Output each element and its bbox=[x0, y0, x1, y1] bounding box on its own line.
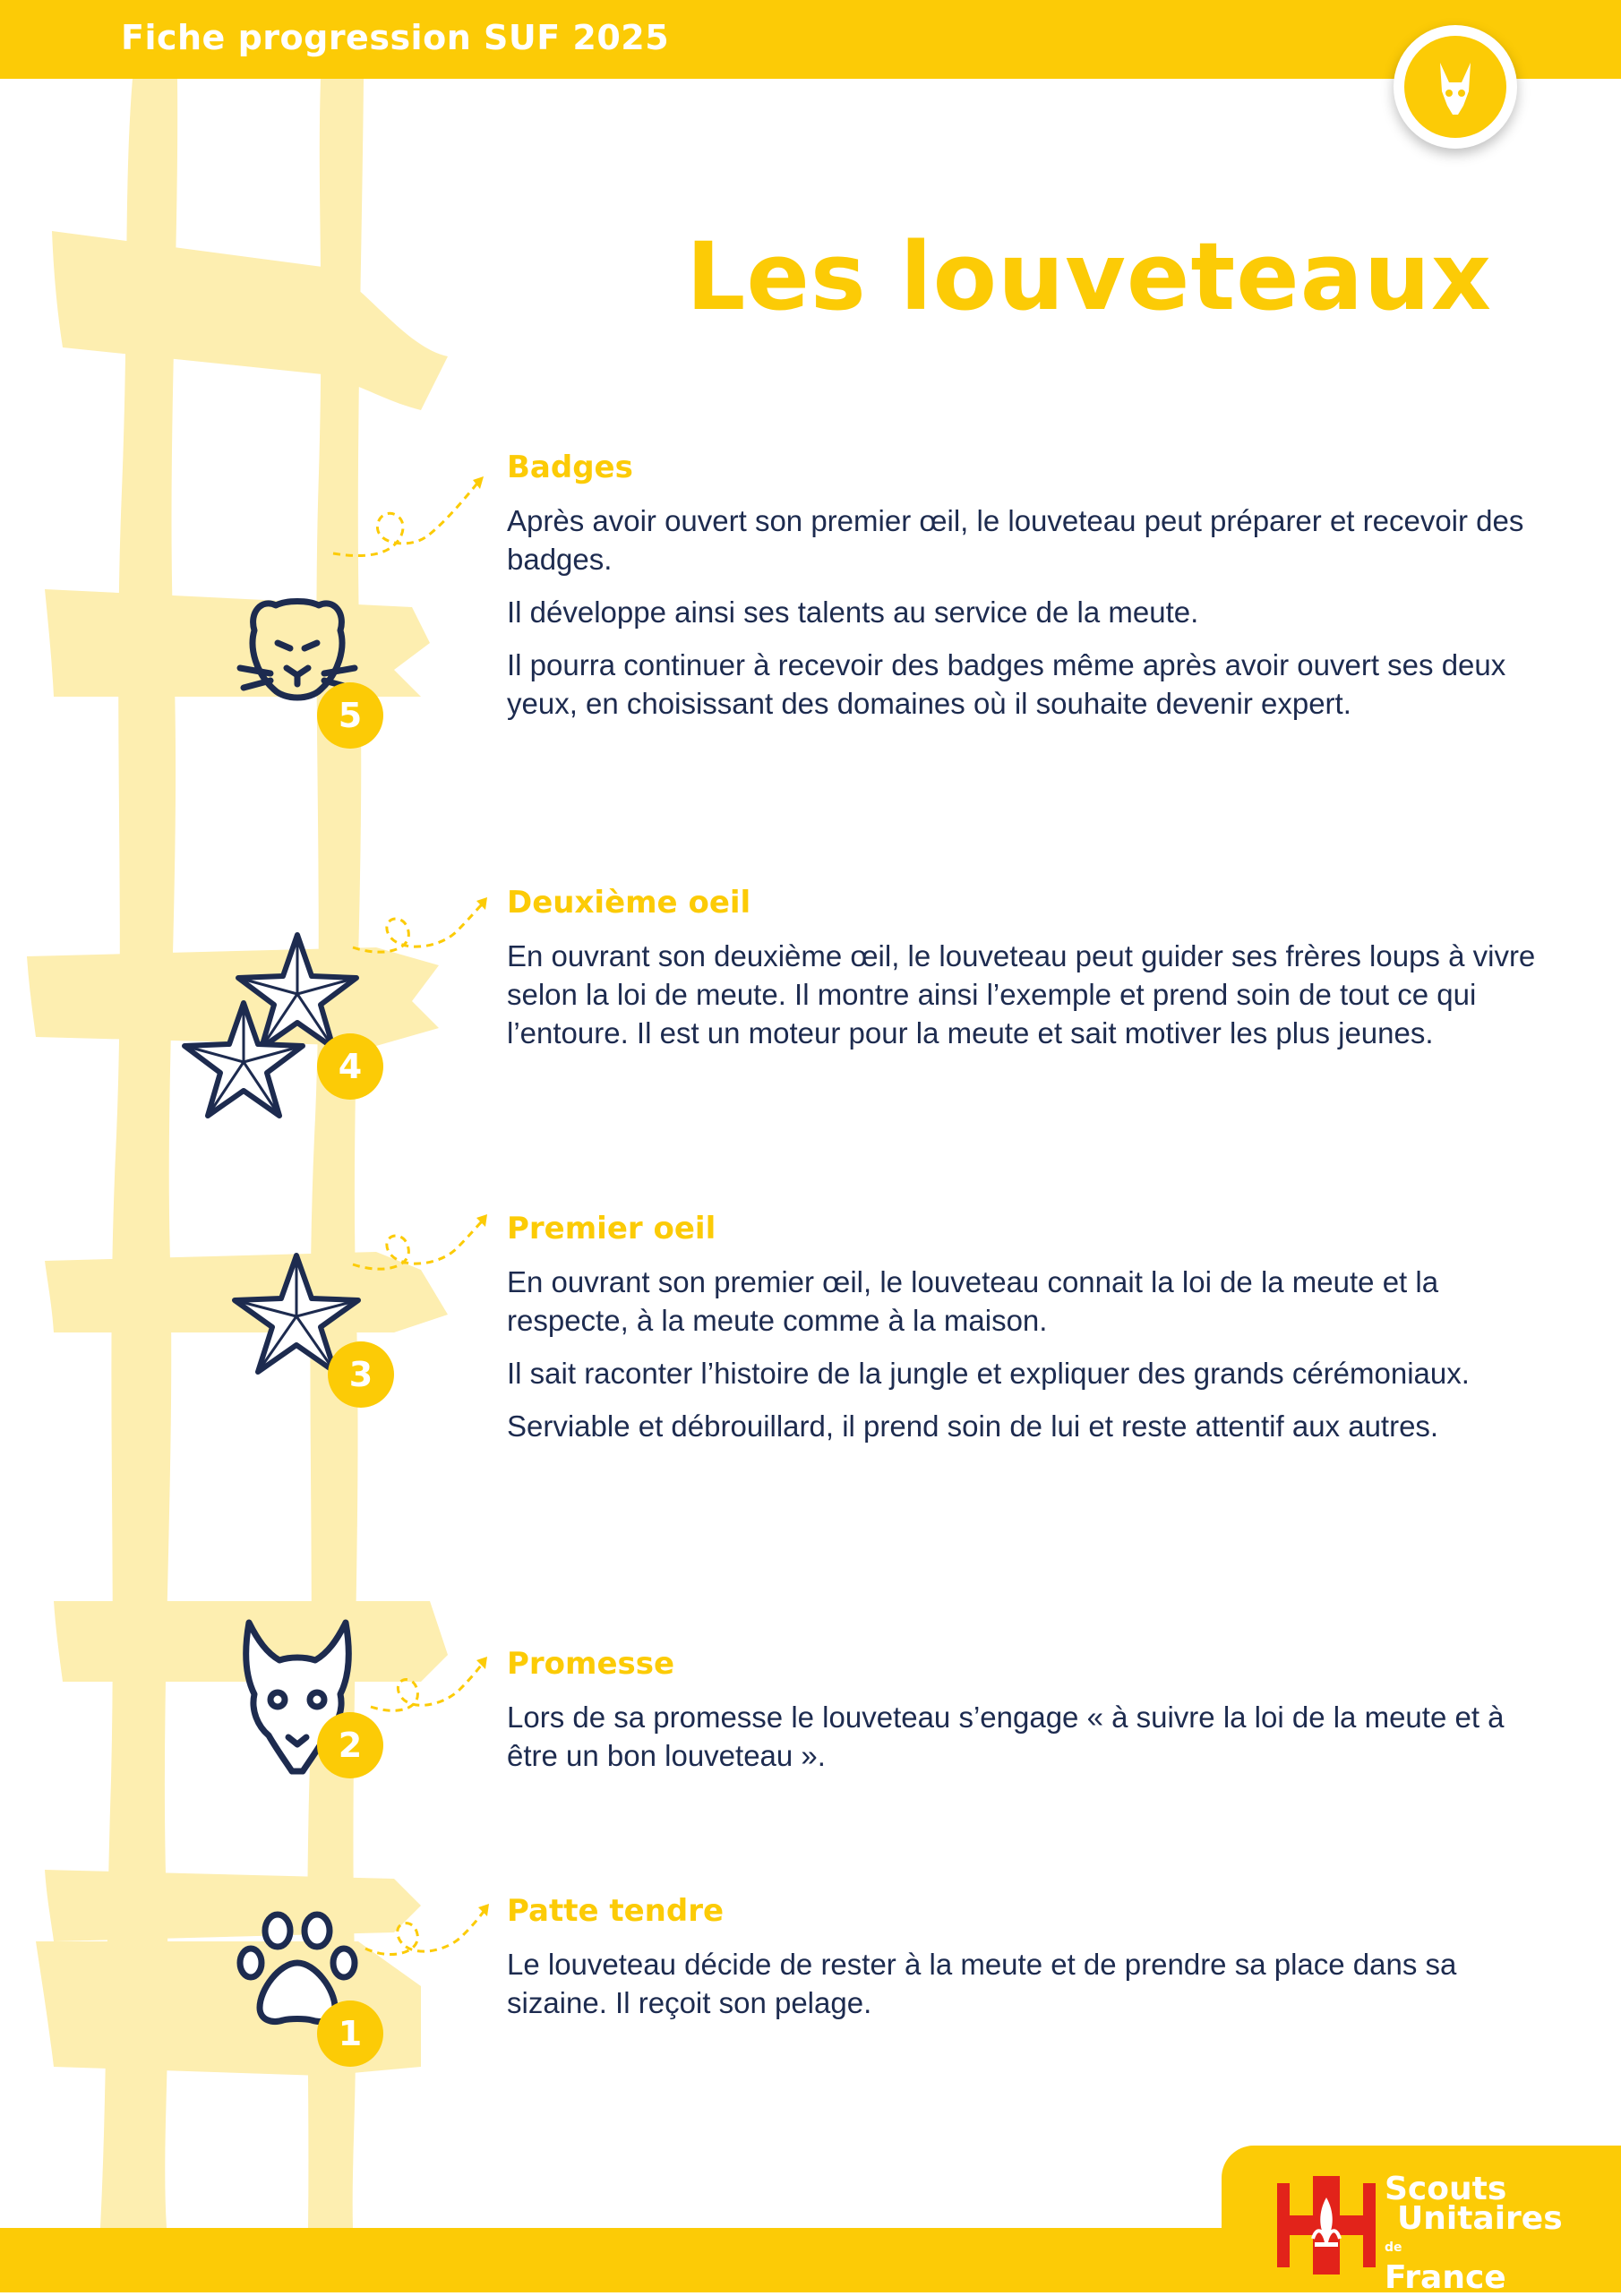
logo-de: de bbox=[1385, 2240, 1402, 2255]
page-title: Les louveteaux bbox=[686, 222, 1492, 331]
logo-line-1: Scouts bbox=[1385, 2171, 1507, 2207]
wolf-head-icon bbox=[1404, 36, 1506, 138]
logo-line-2: Unitaires bbox=[1397, 2200, 1563, 2237]
step-section-patte-tendre bbox=[507, 1893, 1537, 2036]
step-section-promesse bbox=[507, 1646, 1537, 1789]
step-number-badge: 1 bbox=[317, 2000, 383, 2067]
step-paragraph: En ouvrant son premier œil, le louveteau connait la loi de la meute et la respecte, à la meute comme à la maison. bbox=[507, 1265, 1439, 1337]
step-paragraph: Le louveteau décide de rester à la meute et de prendre sa place dans sa sizaine. Il reçoit son pelage. bbox=[507, 1948, 1457, 2019]
step-paragraph: Il développe ainsi ses talents au service de la meute. bbox=[507, 595, 1199, 629]
step-paragraph: Lors de sa promesse le louveteau s’engage « à suivre la loi de la meute et à être un bon louveteau ». bbox=[507, 1701, 1505, 1772]
step-paragraph: Il sait raconter l’histoire de la jungle et expliquer des grands cérémoniaux. bbox=[507, 1357, 1470, 1390]
logo-line-3: France bbox=[1385, 2259, 1506, 2296]
dashed-arrow-icon bbox=[367, 1653, 493, 1725]
step-paragraph: Il pourra continuer à recevoir des badges même après avoir ouvert ses deux yeux, en choisissant des domaines où il souhaite devenir expert. bbox=[507, 648, 1506, 720]
header-bar bbox=[0, 0, 1621, 79]
step-section-badges bbox=[507, 450, 1537, 737]
step-paragraph: En ouvrant son deuxième œil, le louveteau peut guider ses frères loups à vivre selon la loi de meute. Il montre ainsi l’exemple et prend soin de tout ce qui l’entoure. Il est un moteur pour la meute et sait motiver les plus jeunes. bbox=[507, 939, 1536, 1049]
step-title: Deuxième oeil bbox=[507, 885, 751, 921]
step-title: Badges bbox=[507, 450, 633, 485]
dashed-arrow-icon bbox=[330, 473, 491, 571]
dashed-arrow-icon bbox=[349, 1212, 493, 1284]
step-title: Premier oeil bbox=[507, 1211, 716, 1247]
step-section-deuxieme-oeil bbox=[507, 885, 1537, 1067]
step-section-premier-oeil bbox=[507, 1211, 1537, 1460]
suf-cross-icon bbox=[1277, 2176, 1376, 2275]
louveteau-badge bbox=[1394, 25, 1517, 149]
suf-logo-text bbox=[1385, 2171, 1563, 2296]
step-title: Promesse bbox=[507, 1646, 675, 1682]
step-title: Patte tendre bbox=[507, 1893, 725, 1929]
step-number-badge: 5 bbox=[317, 682, 383, 749]
step-paragraph: Serviable et débrouillard, il prend soin de lui et reste attentif aux autres. bbox=[507, 1409, 1439, 1443]
header-title: Fiche progression SUF 2025 bbox=[121, 18, 670, 57]
two-stars-icon bbox=[176, 931, 373, 1134]
step-number-badge: 3 bbox=[328, 1341, 394, 1408]
step-paragraph: Après avoir ouvert son premier œil, le louveteau peut préparer et recevoir des badges. bbox=[507, 504, 1524, 576]
step-number-badge: 2 bbox=[317, 1712, 383, 1778]
dashed-arrow-icon bbox=[362, 1900, 493, 1972]
step-number-badge: 4 bbox=[317, 1033, 383, 1100]
